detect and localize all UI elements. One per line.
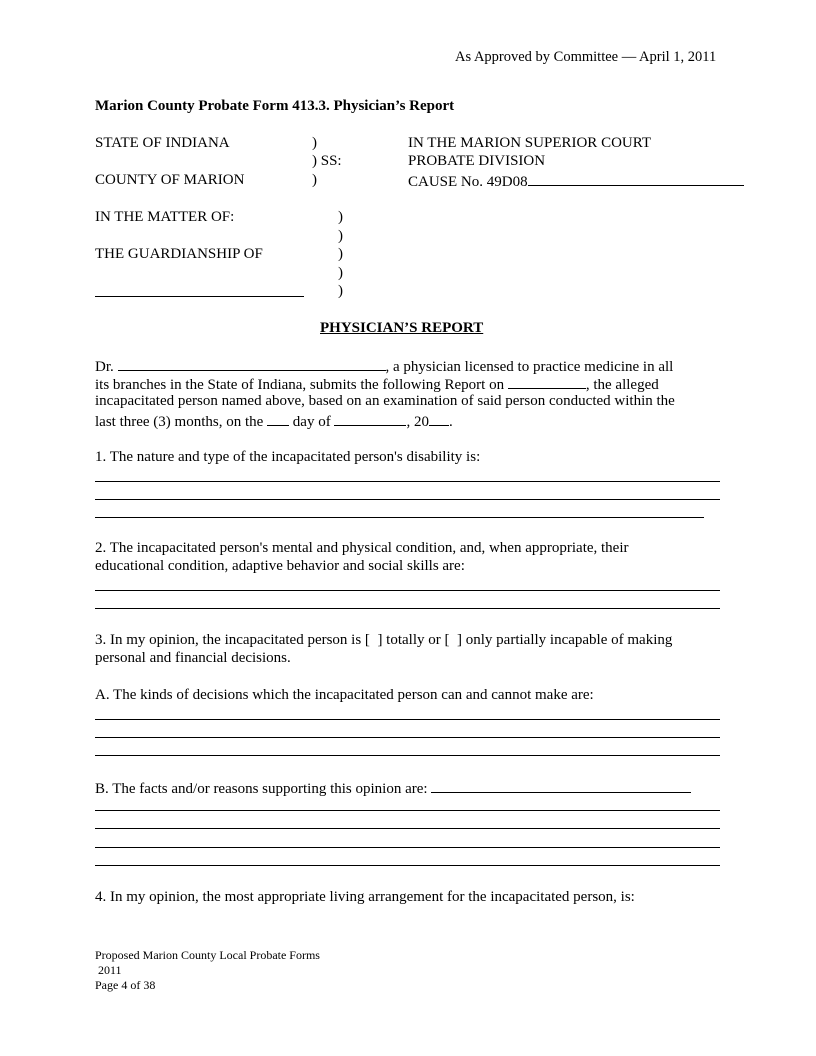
answer-line[interactable] [95,810,720,811]
question-1: 1. The nature and type of the incapacitated person's disability is: [95,449,481,465]
question-2-line-1: 2. The incapacitated person's mental and physical condition, and, when appropriate, their [95,540,629,556]
question-2-line-2: educational condition, adaptive behavior and social skills are: [95,558,465,574]
answer-line[interactable] [95,755,720,756]
caption-paren: ) [338,228,343,244]
answer-line[interactable] [431,778,691,793]
physician-name-blank[interactable] [118,356,386,371]
answer-line[interactable] [95,608,720,609]
footer-line-1: Proposed Marion County Local Probate Forms [95,948,320,962]
question-3-line-1: 3. In my opinion, the incapacitated person is [ ] totally or [ ] only partially incapable of making [95,632,673,648]
caption-paren: ) [312,135,317,151]
guardianship-label: THE GUARDIANSHIP OF [95,246,263,262]
ward-name-blank[interactable] [95,296,304,297]
court-name: IN THE MARION SUPERIOR COURT [408,135,652,151]
court-division: PROBATE DIVISION [408,153,546,169]
answer-line[interactable] [95,590,720,591]
question-a: A. The kinds of decisions which the incapacitated person can and cannot make are: [95,687,594,703]
caption-paren: ) [338,209,343,225]
caption-paren: ) [338,283,343,299]
answer-line[interactable] [95,719,720,720]
question-b: B. The facts and/or reasons supporting this opinion are: [95,778,691,798]
intro-line-4: last three (3) months, on the day of , 20 . [95,411,453,431]
caption-paren: ) [338,265,343,281]
ss-label: ) SS: [312,153,342,169]
approval-note: As Approved by Committee — April 1, 2011 [455,49,717,65]
report-heading: PHYSICIAN’S REPORT [320,320,484,336]
state-label: STATE OF INDIANA [95,135,230,151]
answer-line[interactable] [95,847,720,848]
exam-year-blank[interactable] [429,411,449,426]
answer-line[interactable] [95,499,720,500]
caption-paren: ) [338,246,343,262]
cause-number-blank[interactable] [528,171,744,186]
cause-label: CAUSE No. 49D08 [408,174,528,190]
cause-number [408,171,744,191]
county-label: COUNTY OF MARION [95,172,245,188]
page-number: Page 4 of 38 [95,978,156,992]
caption-paren: ) [312,172,317,188]
answer-line[interactable] [95,481,720,482]
exam-day-blank[interactable] [267,411,289,426]
intro-line-1: Dr. , a physician licensed to practice medicine in all [95,356,673,376]
question-3-line-2: personal and financial decisions. [95,650,291,666]
answer-line[interactable] [95,517,704,518]
matter-label: IN THE MATTER OF: [95,209,235,225]
question-4: 4. In my opinion, the most appropriate living arrangement for the incapacitated person, is: [95,889,635,905]
report-date-blank[interactable] [508,374,586,389]
intro-line-3: incapacitated person named above, based on an examination of said person conducted within the [95,393,675,409]
exam-month-blank[interactable] [334,411,406,426]
answer-line[interactable] [95,737,720,738]
answer-line[interactable] [95,865,720,866]
form-title: Marion County Probate Form 413.3. Physician’s Report [95,98,455,114]
answer-line[interactable] [95,828,720,829]
footer-line-2: 2011 [98,963,122,977]
intro-line-2: its branches in the State of Indiana, submits the following Report on , the alleged [95,374,659,394]
